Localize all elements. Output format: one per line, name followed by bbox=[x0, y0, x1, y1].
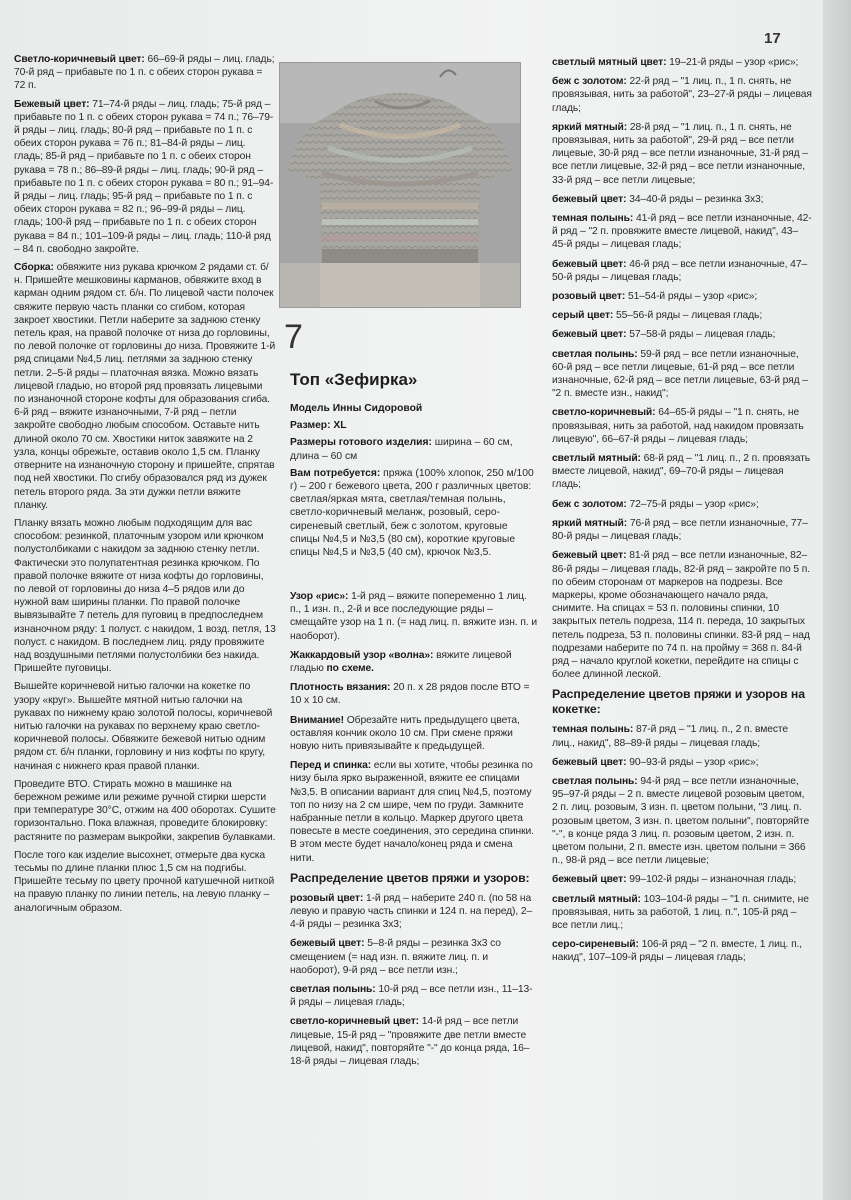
color-row: бежевый цвет: 57–58-й ряды – лицевая гладь; bbox=[552, 329, 776, 341]
color-row: светло-коричневый: 64–65-й ряды – "1 п. снять, не провязывая, нить за работой, над накидом провязать лицевую", 66–67-й ряды – лицевая гладь; bbox=[552, 407, 804, 445]
color-row: бежевый цвет: 46-й ряд – все петли изнаночные, 47–50-й ряды – лицевая гладь; bbox=[552, 258, 808, 283]
paragraph: Вышейте коричневой нитью галочки на кокетке по узору «круг». Вышейте мятной нитью галочки на рукавах по нижнему краю золотой полосы, коричневой нитью галочки на рукавах по верхнему краю светло-коричневой полосы. Обвяжите бежевой нитью одним рядом ст. б/н планки, горловину и низ кофты по кругу, начиная с нижнего края правой планки. bbox=[14, 681, 273, 772]
paragraph: После того как изделие высохнет, отмерьте два куска тесьмы по длине планки плюс 1,5 см на подгибы. Пришейте тесьму по цвету прочной катушечной ниткой на правую планку по линии петель, на левую планку – аналогичным образом. bbox=[14, 849, 275, 914]
color-row: светлая полынь: 94-й ряд – все петли изнаночные, 95–97-й ряды – 2 п. вместе лицевой розовым цветом, 2 п. лиц. розовым, 3 изн. п. цветом полыни, "3 лиц. п. розовым цветом, 3 изн. п. цветом полыни", повторяйте "-", в конце ряда 3 лиц. п. розовым цветом, 2 изн. п. цветом полыни, 2 п. вместе изн. цветом полыни = 366 п., 98-й ряд – все петли лицевые; bbox=[552, 775, 810, 867]
color-row: яркий мятный: 76-й ряд – все петли изнаночные, 77–80-й ряды – лицевая гладь; bbox=[552, 517, 808, 543]
paragraph: Проведите ВТО. Стирать можно в машинке на бережном режиме или режиме ручной стирки шерсти при температуре 30°С, отжим на 400 оборотах. Сушите горизонтально. Пока влажная, проведите блокировку: растяните по размерам выкройки, закрепив булавками. bbox=[14, 778, 276, 843]
color-row: бежевый цвет: 90–93-й ряды – узор «рис»; bbox=[552, 756, 759, 768]
knitted-top-image bbox=[280, 63, 520, 307]
paragraph: Плотность вязания: 20 п. х 28 рядов после ВТО = 10 х 10 см. bbox=[290, 682, 530, 707]
model-author: Модель Инны Сидоровой bbox=[290, 403, 423, 414]
section-heading: Распределение цветов пряжи и узоров на кокетке: bbox=[552, 687, 805, 717]
color-row: бежевый цвет: 34–40-й ряды – резинка 3х3; bbox=[552, 193, 764, 205]
paragraph: Внимание! Обрезайте нить предыдущего цвета, оставляя кончик около 10 см. При смене пряжи новую нить привязывайте к предыдущей. bbox=[290, 714, 520, 753]
paragraph: Бежевый цвет: 71–74-й ряды – лиц. гладь; 75-й ряд – прибавьте по 1 п. с обеих сторон рукава = 74 п.; 76–79-й ряды – лиц. гладь; 80-й ряд – прибавьте по 1 п. с обеих сторон рукава = 76 п.; 81–84-й ряды – лиц. гладь; 85-й ряд – прибавьте по 1 п. с обеих сторон рукава = 78 п.; 86–89-й ряды – лиц. гладь; 90-й ряд – прибавьте по 1 п. с обеих сторон рукава = 80 п.; 91–94-й ряды – лиц. гладь; 95-й ряд – прибавьте по 1 п. с обеих сторон рукава = 82 п.; 96–99-й ряды – лиц. гладь; 100-й ряд – прибавьте по 1 п. с обеих сторон рукава = 84 п.; 101–109-й ряды – лиц. гладь; 110-й ряд – 84 п. свободно закройте. bbox=[14, 98, 274, 255]
dimensions-line: Размеры готового изделия: ширина – 60 см, длина – 60 см bbox=[290, 437, 513, 462]
paragraph: Жаккардовый узор «волна»: вяжите лицевой гладью по схеме. bbox=[290, 649, 512, 675]
paragraph: Светло-коричневый цвет: 66–69-й ряды – лиц. гладь; 70-й ряд – прибавьте по 1 п. с обеих сторон рукава = 72 п. bbox=[14, 54, 275, 92]
pattern-meta bbox=[290, 402, 538, 563]
column-1 bbox=[14, 53, 276, 920]
color-row: розовый цвет: 51–54-й ряды – узор «рис»; bbox=[552, 291, 758, 303]
page-title: Топ «Зефирка» bbox=[290, 370, 418, 389]
product-photo bbox=[279, 62, 521, 308]
color-row: беж с золотом: 22-й ряд – "1 лиц. п., 1 п. снять, не провязывая, нить за работой", 23–27-й ряды – лицевая гладь; bbox=[552, 76, 812, 114]
paragraph: Узор «рис»: 1-й ряд – вяжите попеременно 1 лиц. п., 1 изн. п., 2-й и все последующие ряды – смещайте узор на 1 п. (= над лиц. п. вяжите изн. п. и наоборот). bbox=[290, 591, 537, 642]
color-row: бежевый цвет: 99–102-й ряды – изнаночная гладь; bbox=[552, 874, 797, 886]
color-row: светлая полынь: 59-й ряд – все петли изнаночные, 60-й ряд – все петли лицевые, 61-й ряд – все петли изнаночные, 62-й ряд – все петли лицевые, 63-й ряд – "2 п. вместе изн., накид"; bbox=[552, 348, 808, 400]
column-3 bbox=[552, 56, 812, 971]
color-row: беж с золотом: 72–75-й ряды – узор «рис»; bbox=[552, 498, 759, 510]
color-row: темная полынь: 41-й ряд – все петли изнаночные, 42-й ряд – "2 п. провяжите вместе лицевой, накид", 43–45-й ряды – лицевая гладь; bbox=[552, 213, 812, 251]
color-row: светлая полынь: 10-й ряд – все петли изн., 11–13-й ряды – лицевая гладь; bbox=[290, 984, 533, 1009]
materials-line: Вам потребуется: пряжа (100% хлопок, 250 м/100 г) – 200 г бежевого цвета, 200 г различных цветов: светлая/яркая мята, светлая/темная полынь, светло-коричневый меланж, розовый, серо-сиреневый светлый, беж с золотом, круговые спицы №4,5 и №3,5 (80 см), короткие круговые спицы №4,5 и №3,5 (40 см), крючок №3,5. bbox=[290, 467, 534, 559]
model-number: 7 bbox=[284, 318, 303, 356]
color-row: серо-сиреневый: 106-й ряд – "2 п. вместе, 1 лиц. п., накид", 107–109-й ряды – лицевая гладь; bbox=[552, 939, 803, 964]
page-edge bbox=[823, 0, 851, 1200]
color-row: светлый мятный цвет: 19–21-й ряды – узор «рис»; bbox=[552, 57, 799, 68]
section-heading: Распределение цветов пряжи и узоров: bbox=[290, 870, 530, 885]
color-row: бежевый цвет: 5–8-й ряды – резинка 3х3 со смещением (= над изн. п. вяжите лиц. п. и наоборот), 9-й ряд – все петли изн.; bbox=[290, 938, 501, 976]
paragraph: Перед и спинка: если вы хотите, чтобы резинка по низу была ярко выраженной, вяжите ее спицами №3,5. В описании вариант для спиц №4,5, поэтому топ по низу на 2 см шире, чем по груди. Замкните набранные петли в кольцо. Маркер другого цвета повесьте в месте соединения, это середина спинки. В этом месте будет начало/конец ряда и смена нити. bbox=[290, 760, 534, 864]
size-line: Размер: XL bbox=[290, 420, 347, 432]
column-2 bbox=[290, 590, 538, 1074]
color-row: бежевый цвет: 81-й ряд – все петли изнаночные, 82–86-й ряды – лицевая гладь, 82-й ряд – закройте по 5 п. по обеим сторонам от маркеров на подрезы. Все маркеры, кроме обозначающего начало ряда, снимите. На спицах = 53 п. половины спинки, 10 закрытых петель подреза, 114 п. переда, 10 закрытых петель подреза, 53 п. половины спинки. 83-й ряд – над подрезами наберите по 74 п. на пройму = 368 п. 84-й ряд – начало круглой кокетки, перейдите на спицы с более длинной леской. bbox=[552, 550, 810, 681]
paragraph: Сборка: обвяжите низ рукава крючком 2 рядами ст. б/н. Пришейте мешковины карманов, обвяжите вход в карман одним рядом ст. б/н. По лицевой части полочек свяжите первую часть планки со сгибом, которая закроет хвостики. Петли наберите за заднюю стенку петель края, на правой полочке от низа до горловины, по левой полочке от горловины до низа. Провяжите 1-й ряд спицами №4,5 лиц. петлями за заднюю стенку петли. 2–5-й ряды – платочная вязка. Можно вязать лицевой гладью, но второй ряд провязать лицевыми по изнаночной стороне кофты для образования сгиба. 6-й ряд – вяжите изнаночными, 7-й ряд – петли закройте свободно любым способом. Оставьте нить длиной около 70 см. Хвостики ниток завяжите на 2 узла, концы обрежьте, оставив около 1,5 см. Планку отверните на изнаночную сторону и пришейте, спрятав под ней хвостики. По сгибу образовался ряд из дужек петель второго ряда. За эти дужки петли вяжите планку. bbox=[14, 262, 276, 511]
paragraph: Планку вязать можно любым подходящим для вас способом: резинкой, платочным узором или крючком полустолбиками с накидом за заднюю стенку петли. Фактически это полупатентная резинка крючком. По правой полочке вяжите от низа кофты до горловины, по левой от горловины до низа 4–5 рядов или до нужной вам ширины планки. По правой полочке вывязывайте 7 петель для пуговиц в предпоследнем изнаночном ряду: 1 полуст. с накидом, 1 возд. петля, 13 полуст. с накидом. В последнем лиц. ряду провяжите над воздушными петлями полустолбики без накида. Пришейте пуговицы. bbox=[14, 517, 276, 675]
color-row: темная полынь: 87-й ряд – "1 лиц. п., 2 п. вместе лиц., накид", 88–89-й ряды – лицевая гладь; bbox=[552, 724, 789, 749]
color-row: яркий мятный: 28-й ряд – "1 лиц. п., 1 п. снять, не провязывая, нить за работой", 29-й ряд – все петли лицевые, 30-й ряд – все петли изнаночные, 31-й ряд – все петли лицевые, 32-й ряд – все петли изнаночные, 33-й ряд – все петли лицевые; bbox=[552, 121, 808, 186]
page-number: 17 bbox=[764, 30, 781, 47]
color-row: светлый мятный: 103–104-й ряды – "1 п. снимите, не провязывая, нить за работой, 1 лиц. п.", 105-й ряд – все петли лиц.; bbox=[552, 893, 809, 931]
color-row: серый цвет: 55–56-й ряды – лицевая гладь; bbox=[552, 310, 763, 322]
color-row: розовый цвет: 1-й ряд – наберите 240 п. (по 58 на левую и правую часть спинки и 124 п. на перед), 2–4-й ряды – резинка 3х3; bbox=[290, 892, 533, 931]
color-row: светлый мятный: 68-й ряд – "1 лиц. п., 2 п. провязать вместе лицевой, накид", 69–70-й ряды – лицевая гладь; bbox=[552, 453, 811, 491]
color-row: светло-коричневый цвет: 14-й ряд – все петли лицевые, 15-й ряд – "провяжите две петли вместе лицевой, накид", повторяйте "-" до конца ряда, 16–18-й ряды – лицевая гладь; bbox=[290, 1016, 530, 1068]
